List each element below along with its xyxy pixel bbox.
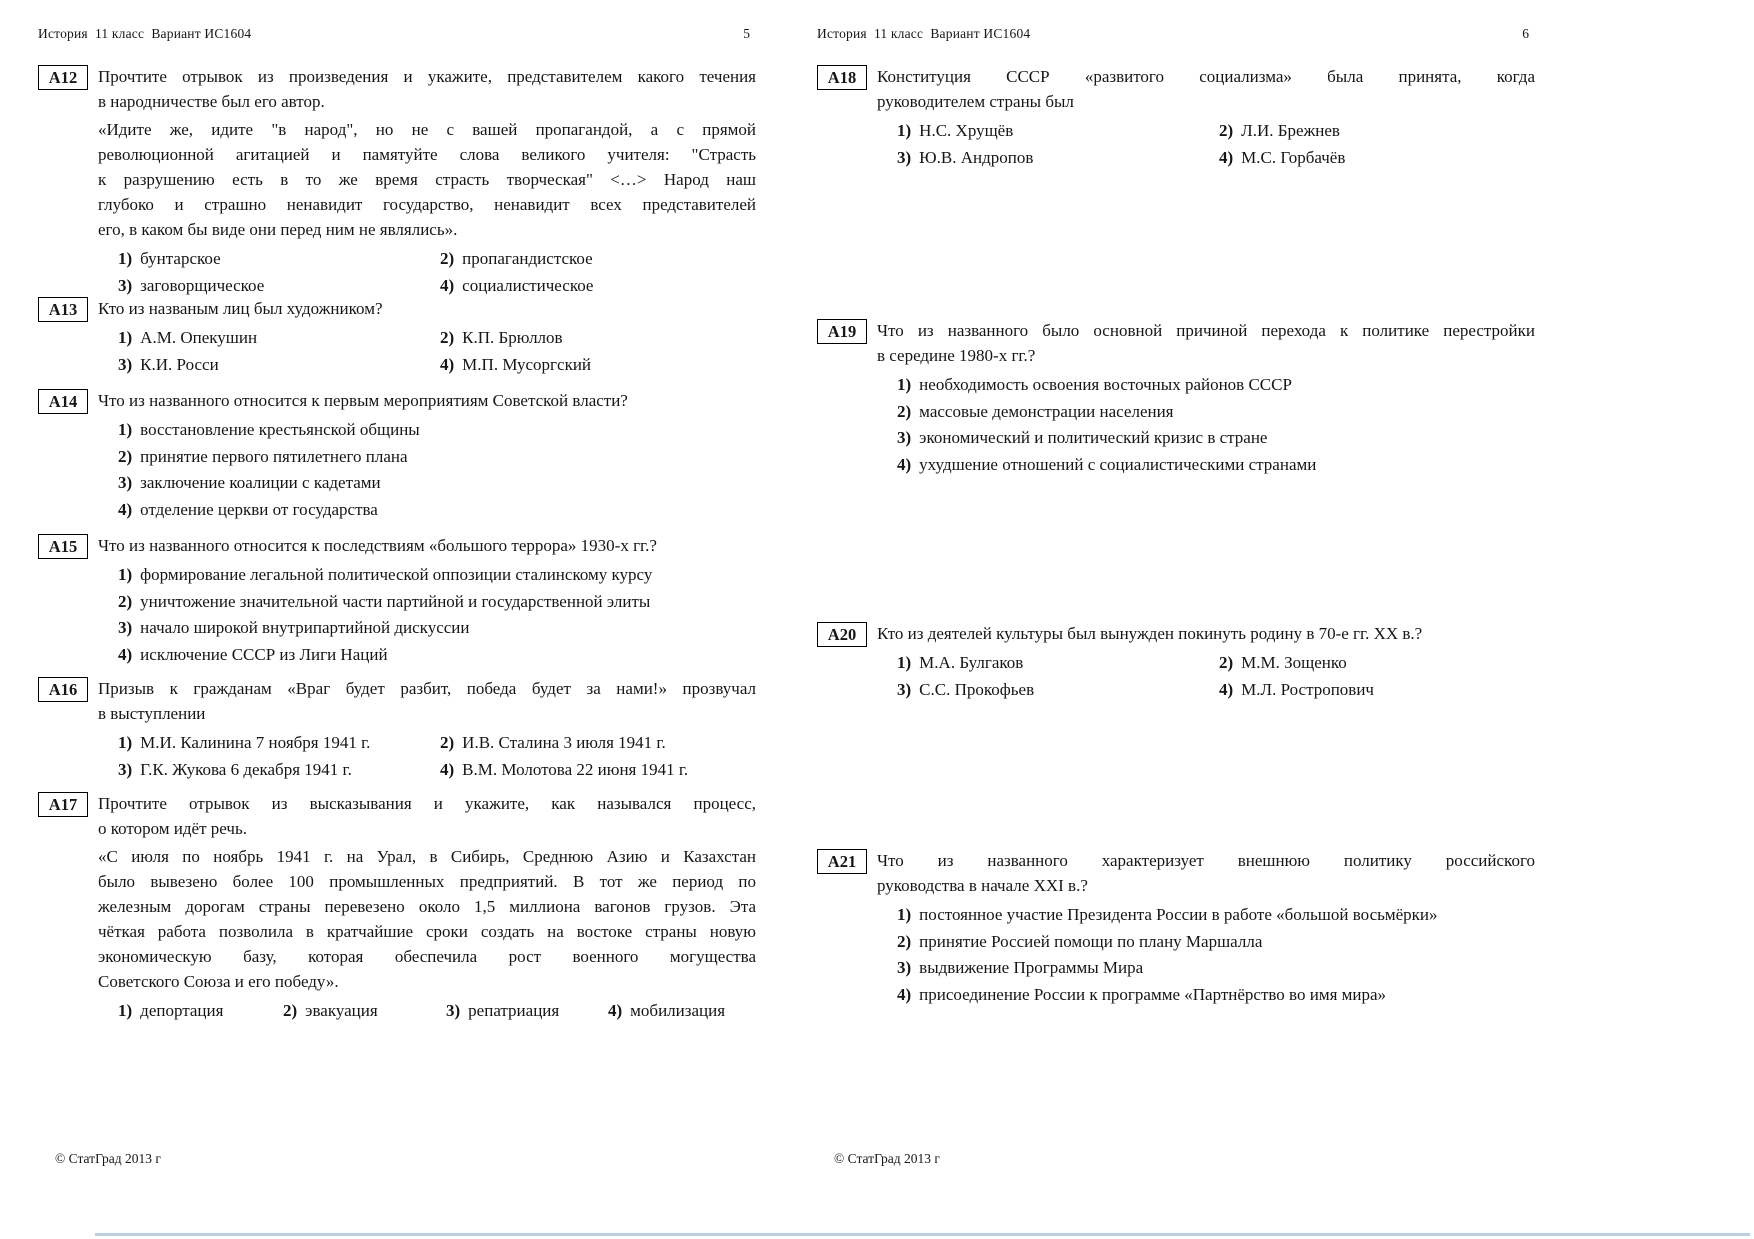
- option-A16-2: [440, 730, 756, 757]
- question-title-line: Что из названного было основной причиной перехода к политике перестройки: [877, 321, 1535, 340]
- option-number: 2): [897, 931, 912, 951]
- option-number: 3): [446, 1001, 461, 1020]
- page-left: [38, 0, 756, 1239]
- option-text: мобилизация: [630, 1001, 726, 1020]
- option-text: Н.С. Хрущёв: [919, 121, 1014, 140]
- question-A13: [38, 296, 756, 378]
- question-A15: [38, 533, 756, 668]
- option-number: 4): [118, 499, 133, 519]
- options-list: [98, 417, 756, 523]
- question-title-line: Прочтите отрывок из высказывания и укажите, как назывался процесс,: [98, 794, 756, 813]
- option-number: 1): [118, 733, 133, 752]
- question-title: [98, 791, 756, 841]
- option-number: 2): [118, 591, 133, 611]
- option-text: бунтарское: [140, 249, 221, 268]
- option-A13-4: [440, 352, 756, 379]
- option-A18-2: [1219, 118, 1535, 145]
- option-A14-4: [118, 497, 756, 524]
- question-body: [98, 533, 756, 668]
- question-number-box-A20: A20: [817, 622, 867, 647]
- question-number-box-A15: A15: [38, 534, 88, 559]
- option-A14-2: [118, 444, 756, 471]
- footer-copyright: © СтатГрад 2013 г: [55, 1151, 161, 1166]
- option-A17-1: [118, 998, 283, 1025]
- footer-copyright: © СтатГрад 2013 г: [834, 1151, 940, 1166]
- question-body: [877, 64, 1535, 171]
- quote-line: его, в каком бы виде они перед ним не являлись».: [98, 220, 458, 239]
- option-number: 2): [440, 733, 455, 752]
- option-A13-3: [118, 352, 440, 379]
- question-A21: [817, 848, 1535, 1008]
- bottom-edge-line: [95, 1233, 1750, 1236]
- option-number: 1): [118, 249, 133, 268]
- option-number: 4): [897, 984, 912, 1004]
- question-body: [98, 388, 756, 523]
- question-A17: [38, 791, 756, 1025]
- option-number: 2): [283, 1001, 298, 1020]
- option-text: заключение коалиции с кадетами: [140, 473, 381, 492]
- quote-paragraph: [98, 844, 756, 994]
- option-A14-1: [118, 417, 756, 444]
- option-text: К.И. Росси: [140, 354, 219, 374]
- question-body: [877, 318, 1535, 478]
- option-text: М.Л. Ростропович: [1241, 679, 1374, 699]
- option-text: М.А. Булгаков: [919, 653, 1024, 672]
- quote-line: глубоко и страшно ненавидит государство, ненавидит всех представителей: [98, 195, 756, 214]
- option-number: 3): [118, 618, 133, 637]
- option-A16-1: [118, 730, 440, 757]
- page-right: [817, 0, 1535, 1239]
- question-title: [98, 64, 756, 114]
- options-list: [877, 902, 1535, 1008]
- question-number-box-A19: A19: [817, 319, 867, 344]
- options-list: [98, 730, 756, 783]
- option-text: принятие Россией помощи по плану Маршалла: [919, 931, 1263, 951]
- question-body: [98, 791, 756, 1025]
- option-text: репатриация: [468, 1001, 560, 1020]
- option-A18-3: [897, 145, 1219, 172]
- options-list: [877, 372, 1535, 478]
- question-title-line: в выступлении: [98, 704, 206, 723]
- question-A18: [817, 64, 1535, 171]
- option-number: 3): [118, 759, 133, 779]
- option-number: 3): [118, 473, 133, 492]
- option-A13-1: [118, 325, 440, 352]
- option-text: М.С. Горбачёв: [1241, 147, 1346, 167]
- option-text: М.М. Зощенко: [1241, 653, 1347, 672]
- question-title-line: Призыв к гражданам «Враг будет разбит, победа будет за нами!» прозвучал: [98, 679, 756, 698]
- option-A16-4: [440, 757, 756, 784]
- quote-line: «Идите же, идите "в народ", но не с вашей пропагандой, а с прямой: [98, 120, 756, 139]
- option-text: исключение СССР из Лиги Наций: [140, 644, 388, 664]
- page-number: 5: [743, 26, 750, 41]
- option-text: формирование легальной политической оппозиции сталинскому курсу: [140, 565, 653, 584]
- question-title-line: Кто из деятелей культуры был вынужден покинуть родину в 70-е гг. XX в.?: [877, 624, 1423, 643]
- options-list: [98, 998, 756, 1025]
- question-title-line: в народничестве был его автор.: [98, 92, 325, 111]
- option-A19-4: [897, 452, 1535, 479]
- question-A14: [38, 388, 756, 523]
- option-number: 4): [440, 354, 455, 374]
- question-body: [98, 676, 756, 783]
- quote-line: было вывезено более 100 промышленных предприятий. В тот же период по: [98, 872, 756, 891]
- option-A18-1: [897, 118, 1219, 145]
- option-text: принятие первого пятилетнего плана: [140, 446, 408, 466]
- question-title-line: Прочтите отрывок из произведения и укажите, представителем какого течения: [98, 67, 756, 86]
- question-title: [98, 296, 756, 321]
- question-number-box-A13: A13: [38, 297, 88, 322]
- option-A14-3: [118, 470, 756, 497]
- question-title-line: о котором идёт речь.: [98, 819, 247, 838]
- option-text: отделение церкви от государства: [140, 499, 378, 519]
- question-title: [877, 848, 1535, 898]
- question-title-line: Что из названного относится к последствиям «большого террора» 1930-х гг.?: [98, 536, 657, 555]
- option-A21-1: [897, 902, 1535, 929]
- question-title-line: в середине 1980-х гг.?: [877, 346, 1036, 365]
- option-number: 1): [897, 653, 912, 672]
- question-title: [877, 64, 1535, 114]
- option-text: социалистическое: [462, 275, 594, 295]
- option-text: Г.К. Жукова 6 декабря 1941 г.: [140, 759, 352, 779]
- question-number-box-A12: A12: [38, 65, 88, 90]
- option-text: Ю.В. Андропов: [919, 147, 1034, 167]
- options-list: [98, 325, 756, 378]
- option-number: 4): [608, 1001, 623, 1020]
- option-number: 4): [118, 644, 133, 664]
- option-text: экономический и политический кризис в стране: [919, 428, 1268, 447]
- option-A13-2: [440, 325, 756, 352]
- option-number: 2): [440, 249, 455, 268]
- option-number: 3): [118, 354, 133, 374]
- option-number: 1): [897, 375, 912, 394]
- option-text: В.М. Молотова 22 июня 1941 г.: [462, 759, 689, 779]
- option-A21-3: [897, 955, 1535, 982]
- option-number: 3): [897, 147, 912, 167]
- option-A19-1: [897, 372, 1535, 399]
- options-list: [98, 562, 756, 668]
- option-number: 4): [440, 275, 455, 295]
- option-text: И.В. Сталина 3 июля 1941 г.: [462, 733, 666, 752]
- option-text: К.П. Брюллов: [462, 328, 563, 347]
- option-number: 3): [897, 958, 912, 977]
- option-text: ухудшение отношений с социалистическими странами: [919, 454, 1317, 474]
- option-text: эвакуация: [305, 1001, 378, 1020]
- question-A19: [817, 318, 1535, 478]
- question-body: [877, 848, 1535, 1008]
- option-A21-4: [897, 982, 1535, 1009]
- quote-line: экономическую базу, которая обеспечила рост военного могущества: [98, 947, 756, 966]
- option-A12-2: [440, 246, 756, 273]
- options-list: [877, 118, 1535, 171]
- question-title-line: Кто из названым лиц был художником?: [98, 299, 383, 318]
- option-A20-3: [897, 677, 1219, 704]
- option-number: 4): [897, 454, 912, 474]
- option-A15-2: [118, 589, 756, 616]
- option-number: 4): [1219, 147, 1234, 167]
- running-header: История 11 класс Вариант ИС1604: [817, 26, 1031, 41]
- option-A17-3: [446, 998, 608, 1025]
- option-text: выдвижение Программы Мира: [919, 958, 1144, 977]
- option-text: уничтожение значительной части партийной и государственной элиты: [140, 591, 651, 611]
- question-number-box-A21: A21: [817, 849, 867, 874]
- option-text: Л.И. Брежнев: [1241, 121, 1340, 140]
- option-number: 2): [897, 401, 912, 421]
- option-number: 1): [897, 905, 912, 924]
- option-A20-2: [1219, 650, 1535, 677]
- question-title-line: Что из названного относится к первым мероприятиям Советской власти?: [98, 391, 628, 410]
- question-title: [98, 676, 756, 726]
- option-number: 1): [118, 565, 133, 584]
- option-text: массовые демонстрации населения: [919, 401, 1174, 421]
- option-text: необходимость освоения восточных районов СССР: [919, 375, 1292, 394]
- option-A17-2: [283, 998, 446, 1025]
- option-number: 1): [118, 420, 133, 439]
- option-text: А.М. Опекушин: [140, 328, 258, 347]
- option-text: С.С. Прокофьев: [919, 679, 1035, 699]
- option-A19-3: [897, 425, 1535, 452]
- option-number: 1): [118, 328, 133, 347]
- option-text: М.П. Мусоргский: [462, 354, 592, 374]
- question-title: [877, 621, 1535, 646]
- quote-line: революционной агитацией и памятуйте слова великого учителя: "Страсть: [98, 145, 756, 164]
- option-text: начало широкой внутрипартийной дискуссии: [140, 618, 470, 637]
- running-header: История 11 класс Вариант ИС1604: [38, 26, 252, 41]
- option-A16-3: [118, 757, 440, 784]
- option-number: 4): [440, 759, 455, 779]
- question-title-line: Конституция СССР «развитого социализма» была принята, когда: [877, 67, 1535, 86]
- option-number: 3): [897, 428, 912, 447]
- question-A20: [817, 621, 1535, 703]
- question-body: [98, 64, 756, 299]
- option-number: 4): [1219, 679, 1234, 699]
- question-title-line: руководства в начале XXI в.?: [877, 876, 1088, 895]
- option-A20-1: [897, 650, 1219, 677]
- option-text: депортация: [140, 1001, 224, 1020]
- quote-paragraph: [98, 117, 756, 242]
- option-number: 2): [440, 328, 455, 347]
- option-number: 2): [1219, 121, 1234, 140]
- option-number: 3): [897, 679, 912, 699]
- option-text: восстановление крестьянской общины: [140, 420, 420, 439]
- option-number: 2): [1219, 653, 1234, 672]
- quote-line: Советского Союза и его победу».: [98, 972, 339, 991]
- option-A18-4: [1219, 145, 1535, 172]
- options-list: [877, 650, 1535, 703]
- option-A21-2: [897, 929, 1535, 956]
- option-A19-2: [897, 399, 1535, 426]
- option-text: постоянное участие Президента России в работе «большой восьмёрки»: [919, 905, 1438, 924]
- option-A15-3: [118, 615, 756, 642]
- option-text: присоединение России к программе «Партнёрство во имя мира»: [919, 984, 1387, 1004]
- question-title: [98, 533, 756, 558]
- option-A15-1: [118, 562, 756, 589]
- quote-line: «С июля по ноябрь 1941 г. на Урал, в Сибирь, Среднюю Азию и Казахстан: [98, 847, 756, 866]
- option-A20-4: [1219, 677, 1535, 704]
- option-A17-4: [608, 998, 756, 1025]
- option-number: 1): [897, 121, 912, 140]
- question-number-box-A14: A14: [38, 389, 88, 414]
- question-number-box-A18: A18: [817, 65, 867, 90]
- option-text: М.И. Калинина 7 ноября 1941 г.: [140, 733, 371, 752]
- page-number: 6: [1522, 26, 1529, 41]
- question-body: [98, 296, 756, 378]
- question-title-line: Что из названного характеризует внешнюю политику российского: [877, 851, 1535, 870]
- option-A12-1: [118, 246, 440, 273]
- quote-line: чёткая работа позволила в кратчайшие сроки создать на востоке страны новую: [98, 922, 756, 941]
- option-text: пропагандистское: [462, 249, 593, 268]
- question-title: [877, 318, 1535, 368]
- quote-line: железным дорогам страны перевезено около 1,5 миллиона вагонов грузов. Эта: [98, 897, 756, 916]
- options-list: [98, 246, 756, 299]
- option-number: 1): [118, 1001, 133, 1020]
- question-number-box-A17: A17: [38, 792, 88, 817]
- question-title-line: руководителем страны был: [877, 92, 1074, 111]
- quote-line: к разрушению есть в то же время страсть творческая" <…> Народ наш: [98, 170, 756, 189]
- question-number-box-A16: A16: [38, 677, 88, 702]
- option-text: заговорщическое: [140, 275, 265, 295]
- question-A16: [38, 676, 756, 783]
- question-body: [877, 621, 1535, 703]
- option-number: 2): [118, 446, 133, 466]
- option-number: 3): [118, 275, 133, 295]
- question-A12: [38, 64, 756, 299]
- question-title: [98, 388, 756, 413]
- option-A15-4: [118, 642, 756, 669]
